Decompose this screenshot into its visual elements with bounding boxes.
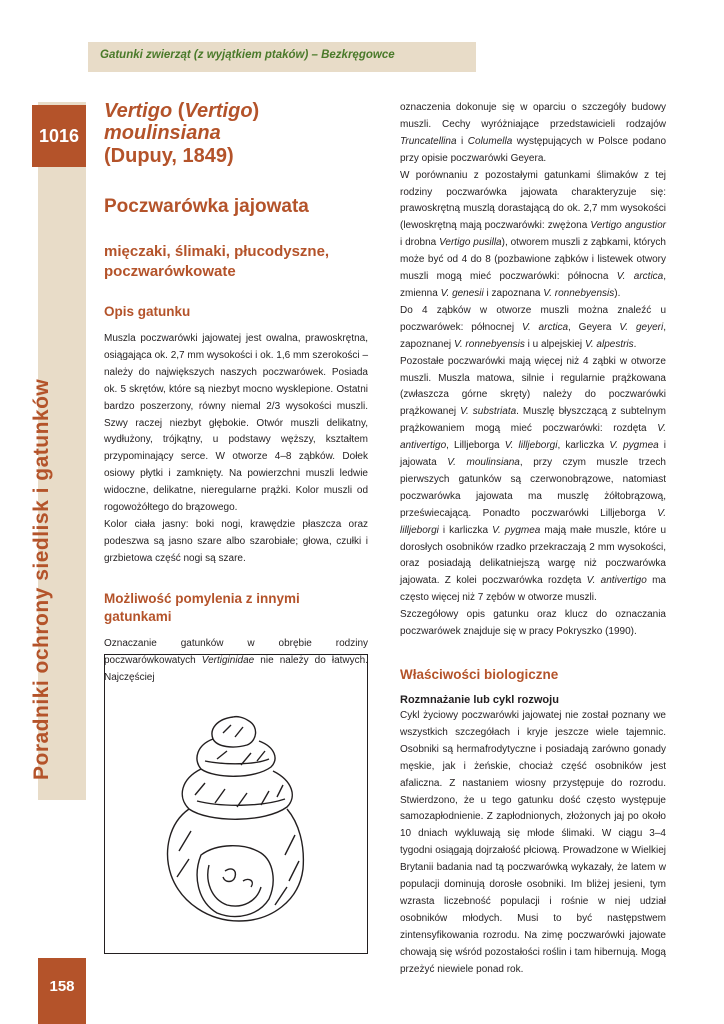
opis-paragraph-1: Muszla poczwarówki jajowatej jest owalna, prawoskrętna, osiągająca ok. 2,7 mm wysokości i ok. 1,6 mm szerokości – należy do największych naszych poczwarówek. Posiada ok. 5 skrętów, które są niezbyt mocno wysklepione. Ostatni bardzo poszerzony, równy niemal 2/3 wysokości muszli. Szwy raczej niezbyt głębokie. Otwór muszli delikatny, wydłużony, trójkątny, u podstawy węższy, kształtem przypominający serce. W otworze 4–8 ząbków. Dołek osiowy płytki i zamknięty. Na powierzchni muszli ledwie widoczne, delikatne, nieregularne prążki. Kolor muszli od rogowożółtego do brązowego. bbox=[104, 333, 368, 514]
opis-paragraph-2: Kolor ciała jasny: boki nogi, krawędzie płaszcza oraz podeszwa są jasno szare albo szarobiałe; głowa, czułki i grzbietowa część nogi są szare. bbox=[104, 518, 368, 564]
left-column bbox=[104, 100, 368, 686]
pomylenie-paragraph-5: Szczegółowy opis gatunku oraz klucz do oznaczania poczwarówek znajduje się w pracy Pokryszko (1990). bbox=[400, 609, 666, 638]
biologia-paragraph-1: Cykl życiowy poczwarówki jajowatej nie został poznany we wszystkich szczegółach i kryje jeszcze wiele tajemnic. Osobniki są hermafrodytyczne i posiadają zarówno gonady męskie, jak i żeńskie, chociaż część osobników jest afaliczna. Z nastaniem wiosny przystępuje do rozrodu. Stwierdzono, że u tego gatunku dość często występuje samozapłodnienie. Z zapłodnionych, złożonych jaj po około 10 dniach wykluwają się młode ślimaki. W ciągu 3–4 tygodni osiągają dojrzałość płciową. Prowadzone w Wielkiej Brytanii badania nad tą poczwarówką wykazały, że latem w populacji dominują dorosłe osobniki. Im bliżej jesieni, tym wzrasta liczebność populacji i rośnie w niej udział osobników młodych. Musi to być następstwem zintensyfikowania rozrodu. Na zimę poczwarówki jajowate chowają się wśród pozostałości roślin i tam hibernują. Mogą przeżyć niewiele ponad rok. bbox=[400, 710, 666, 975]
species-code-badge: 1016 bbox=[32, 105, 86, 167]
right-column bbox=[400, 100, 666, 979]
snail-shell-illustration bbox=[105, 655, 367, 953]
latin-name: Vertigo (Vertigo) moulinsiana bbox=[104, 100, 260, 144]
author-year: (Dupuy, 1849) bbox=[104, 145, 234, 167]
pomylenie-paragraph-cont: oznaczenia dokonuje się w oparciu o szczegóły budowy muszli. Cechy wyróżniające przedstawicieli rodzajów Truncatellina i Columella występujących w Polsce podano przy opisie poczwarówki Geyera. bbox=[400, 102, 667, 164]
polish-name: Poczwarówka jajowata bbox=[104, 196, 309, 217]
subsection-title-rozmnazanie: Rozmnażanie lub cykl rozwoju bbox=[400, 694, 559, 706]
running-header: Gatunki zwierząt (z wyjątkiem ptaków) – Bezkręgowce bbox=[100, 49, 395, 61]
pomylenie-paragraph-3: Do 4 ząbków w otworze muszli można znaleźć u poczwarówek: północnej V. arctica, Geyera V. geyeri, zapoznanej V. ronnebyensis i u alpejskiej V. alpestris. bbox=[400, 304, 666, 350]
section-title-pomylenie: Możliwość pomylenia z innymi gatunkami bbox=[104, 590, 300, 624]
page-number: 158 bbox=[38, 958, 86, 1024]
shell-illustration-frame bbox=[104, 654, 368, 954]
pomylenie-paragraph-4: Pozostałe poczwarówki mają więcej niż 4 ząbki w otworze muszli. Muszla matowa, silnie i regularnie prążkowana (zwłaszcza górne skręty) należy do poczwarówki prążkowanej V. substriata. Muszlę błyszczącą z subtelnym prążkowaniem mogą mieć poczwarówki: rozdęta V. antivertigo, Lilljeborga V. lilljeborgi, karliczka V. pygmea i jajowata V. moulinsiana, przy czym muszle trzech pierwszych gatunków są czerwonobrązowe, natomiast poczwarówka jajowata ma muszlę żółtobrązową, przeświecającą. Ponadto poczwarówki Lilljeborga V. lilljeborgi i karliczka V. pygmea mają małe muszle, które u dorosłych osobników rzadko przekraczają 2 mm wysokości, oraz posiadają delikatniejszą wargę niż poczwarówka jajowata. Z kolei poczwarówka rozdęta V. antivertigo ma często więcej niż 7 zębów w otworze muszli. bbox=[400, 355, 667, 604]
vertical-series-title: Poradniki ochrony siedlisk i gatunków bbox=[30, 378, 53, 780]
section-title-biologia: Właściwości biologiczne bbox=[400, 667, 559, 682]
taxonomy: mięczaki, ślimaki, płucodyszne, poczwarówkowate bbox=[104, 243, 330, 280]
pomylenie-paragraph-1: Oznaczanie gatunków w obrębie rodziny poczwarówkowatych Vertiginidae nie należy do łatwych. Najczęściej bbox=[104, 637, 368, 683]
pomylenie-paragraph-2: W porównaniu z pozostałymi gatunkami ślimaków z tej rodziny poczwarówka jajowata charakteryzuje się: prawoskrętną muszlą dorastającą do ok. 2,7 mm wysokości (lewoskrętną mają poczwarówki: zwężona Vertigo angustior i drobna Vertigo pusilla), otworem muszli z ząbkami, których może być od 4 do 8 (pozbawione ząbków i listewek otwory muszli mogą mieć poczwarówki: północna V. arctica, zmienna V. genesii i zapoznana V. ronnebyensis). bbox=[400, 169, 667, 299]
section-title-opis: Opis gatunku bbox=[104, 304, 191, 319]
